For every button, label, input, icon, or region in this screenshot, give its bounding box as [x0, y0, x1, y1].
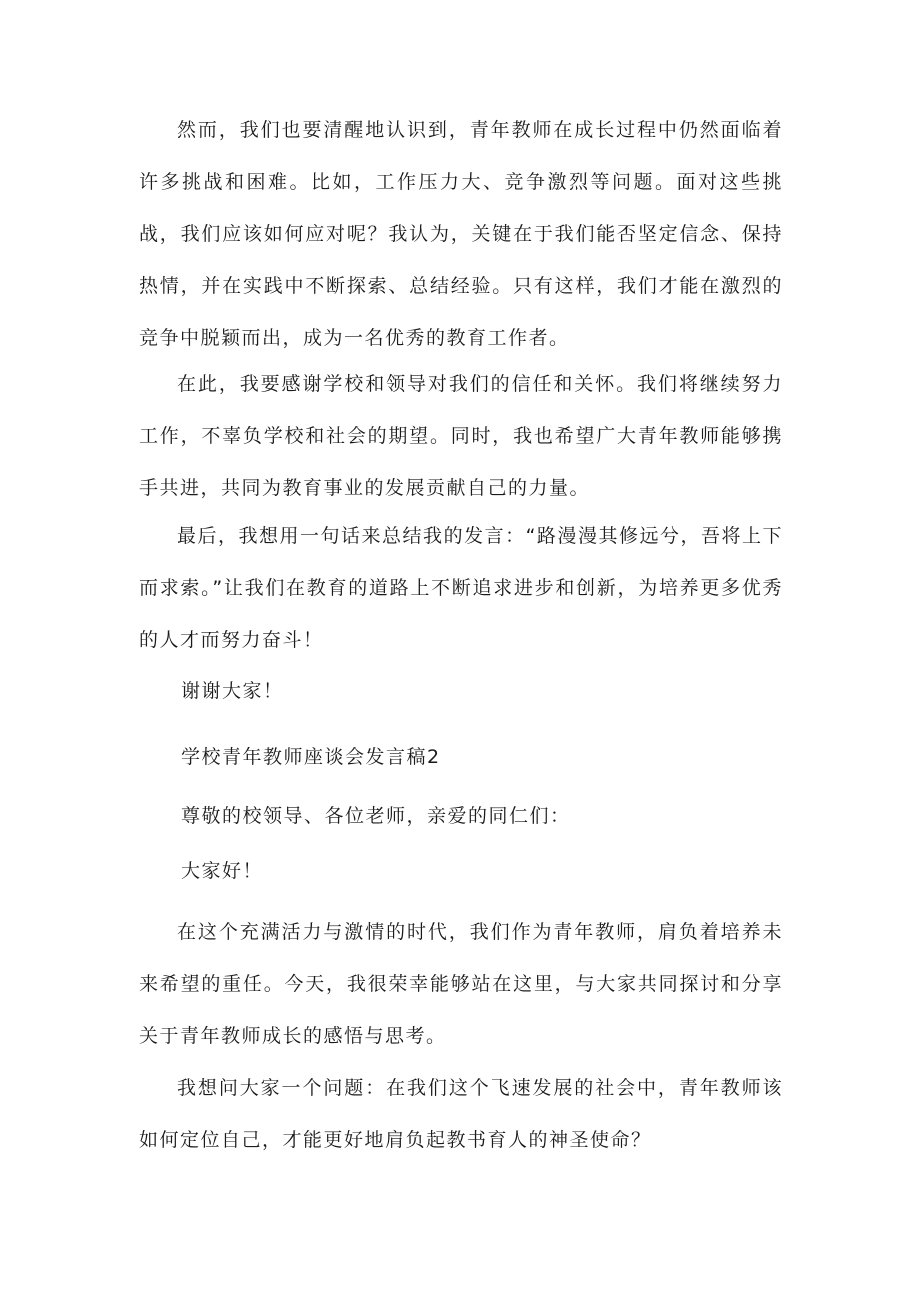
paragraph-challenges: 然而，我们也要清醒地认识到，青年教师在成长过程中仍然面临着许多挑战和困难。比如，工作压力大、竞争激烈等问题。面对这些挑战，我们应该如何应对呢？我认为，关键在于我们能否坚定信念、保持热情，并在实践中不断探索、总结经验。只有这样，我们才能在激烈的竞争中脱颖而出，成为一名优秀的教育工作者。 — [139, 119, 783, 349]
greeting-line: 大家好！ — [181, 860, 264, 882]
section-title: 学校青年教师座谈会发言稿2 — [181, 746, 441, 768]
paragraph-intro: 在这个充满活力与激情的时代，我们作为青年教师，肩负着培养未来希望的重任。今天，我很荣幸能够站在这里，与大家共同探讨和分享关于青年教师成长的感悟与思考。 — [139, 921, 783, 1047]
paragraph-thanks-school: 在此，我要感谢学校和领导对我们的信任和关怀。我们将继续努力工作，不辜负学校和社会的期望。同时，我也希望广大青年教师能够携手共进，共同为教育事业的发展贡献自己的力量。 — [139, 373, 783, 499]
salutation-line: 尊敬的校领导、各位老师，亲爱的同仁们： — [181, 805, 571, 827]
paragraph-question: 我想问大家一个问题：在我们这个飞速发展的社会中，青年教师该如何定位自己，才能更好地肩负起教书育人的神圣使命？ — [139, 1077, 783, 1151]
thanks-line: 谢谢大家！ — [181, 680, 284, 702]
paragraph-closing-quote: 最后，我想用一句话来总结我的发言：“路漫漫其修远兮，吾将上下而求索。”让我们在教育的道路上不断追求进步和创新，为培养更多优秀的人才而努力奋斗！ — [139, 525, 783, 651]
